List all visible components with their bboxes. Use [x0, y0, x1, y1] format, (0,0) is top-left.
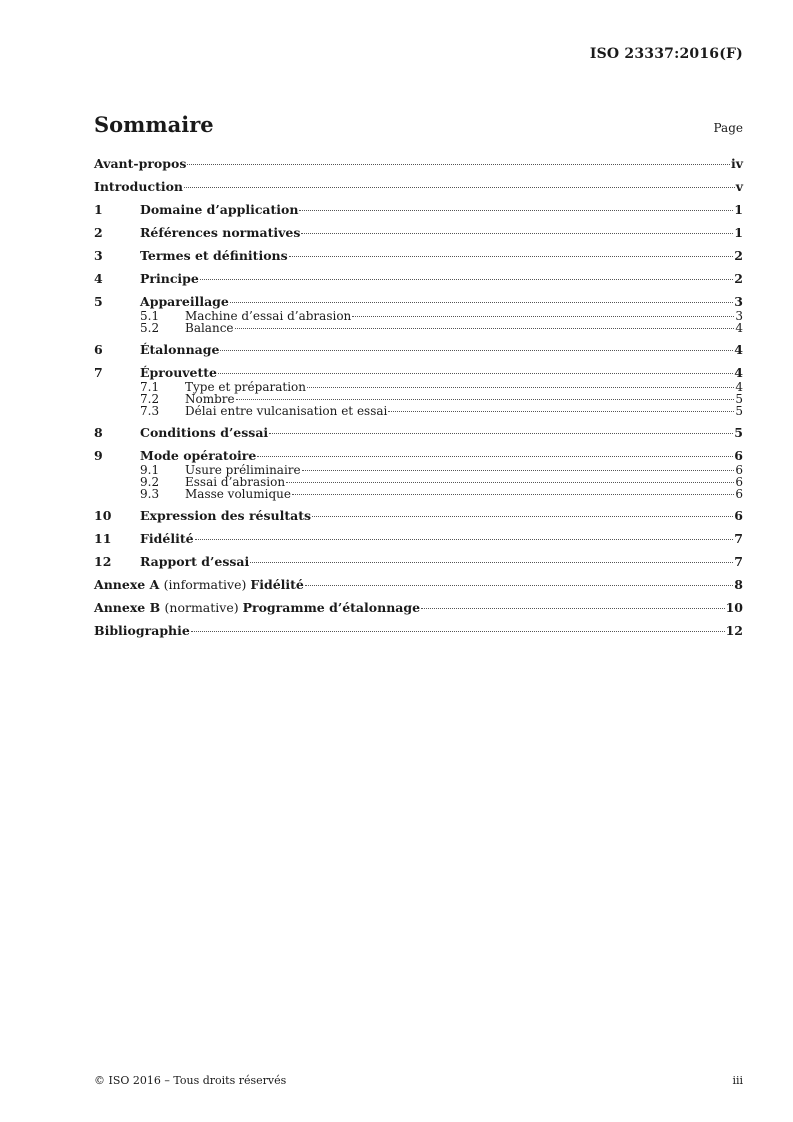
toc-entry[interactable] [94, 554, 743, 569]
toc-entry-page: 5 [734, 425, 743, 440]
dot-leader [191, 631, 725, 632]
toc-entry-number: 7.1 [140, 380, 160, 394]
toc-entry-title: Bibliographie [94, 623, 190, 638]
toc-entry-page: 4 [734, 342, 743, 357]
toc-entry-page: 1 [734, 225, 743, 240]
toc-entry-label [140, 425, 268, 440]
toc-entry-title: Principe [140, 271, 199, 286]
toc-entry-label [140, 554, 249, 569]
toc-entry-label [140, 508, 311, 523]
toc-entry-label [94, 577, 304, 592]
toc-entry-page: 2 [734, 271, 743, 286]
toc-subentry[interactable] [94, 322, 743, 334]
toc-entry[interactable] [94, 202, 743, 217]
toc-entry-number: 4 [94, 271, 103, 286]
toc-title: Sommaire [94, 112, 214, 137]
dot-leader [236, 399, 735, 400]
toc-entry-label [94, 600, 420, 615]
dot-leader [195, 539, 734, 540]
toc-entry-page: 4 [735, 380, 743, 394]
toc-entry-number: 5 [94, 294, 103, 309]
toc-entry[interactable] [94, 623, 743, 638]
toc-entry-number: 12 [94, 554, 112, 569]
dot-leader [230, 302, 733, 303]
toc-entry-label [94, 623, 190, 638]
toc-entry-number: 7.2 [140, 392, 160, 406]
toc-entry-page: 8 [734, 577, 743, 592]
dot-leader [200, 279, 733, 280]
toc-entry-page: 5 [735, 392, 743, 406]
dot-leader [305, 585, 733, 586]
toc-entry-title: Masse volumique [185, 487, 291, 501]
toc-entry-page: 6 [735, 487, 743, 501]
toc-entry-number: 9.2 [140, 475, 160, 489]
toc-entry-label [140, 448, 256, 463]
toc-entry-title: Introduction [94, 179, 184, 194]
toc-entry-page: 3 [735, 309, 743, 323]
toc-entry-number: 2 [94, 225, 103, 240]
dot-leader [352, 316, 734, 317]
toc-entry-title: Type et préparation [185, 380, 306, 394]
toc-entry-label [140, 248, 288, 263]
annex-prefix: Annexe A [94, 577, 164, 592]
toc-entry-number: 8 [94, 425, 103, 440]
dot-leader [235, 328, 735, 329]
footer-page-number: iii [732, 1074, 743, 1087]
toc-entry-title: Éprouvette [140, 365, 217, 380]
toc-entry[interactable] [94, 531, 743, 546]
toc-entry[interactable] [94, 508, 743, 523]
toc-entry-title: Nombre [185, 392, 235, 406]
dot-leader [307, 387, 734, 388]
toc-entry-page: 7 [734, 531, 743, 546]
toc-entry-number: 9 [94, 448, 103, 463]
toc-entry[interactable] [94, 248, 743, 263]
toc-entry-page: 4 [734, 365, 743, 380]
toc-entry-page: 5 [735, 404, 743, 418]
toc-entry-title: Fidélité [250, 577, 304, 592]
toc-entry[interactable] [94, 577, 743, 592]
toc-entry-label [140, 294, 229, 309]
toc-entry-page: 2 [734, 248, 743, 263]
toc-entry-title: Termes et définitions [140, 248, 288, 263]
table-of-contents [94, 156, 743, 638]
toc-title-row [94, 112, 743, 137]
toc-entry-label [140, 342, 219, 357]
toc-entry-label [94, 156, 186, 171]
toc-entry-page: 6 [735, 463, 743, 477]
toc-entry-number: 11 [94, 531, 112, 546]
dot-leader [220, 350, 733, 351]
toc-entry-title: Usure préliminaire [185, 463, 301, 477]
toc-entry-label [94, 179, 183, 194]
toc-entry-title: Mode opératoire [140, 448, 257, 463]
toc-entry-page: 6 [734, 448, 743, 463]
annex-type: (informative) [163, 577, 251, 592]
toc-entry[interactable] [94, 271, 743, 286]
toc-entry-title: Machine d’essai d’abrasion [185, 309, 352, 323]
dot-leader [299, 210, 733, 211]
toc-entry-number: 9.1 [140, 463, 160, 477]
annex-prefix: Annexe B [94, 600, 165, 615]
toc-entry[interactable] [94, 342, 743, 357]
toc-entry-title: Balance [185, 321, 234, 335]
dot-leader [184, 187, 735, 188]
toc-entry[interactable] [94, 179, 743, 194]
toc-entry[interactable] [94, 365, 743, 380]
toc-entry-title: Étalonnage [140, 342, 220, 357]
toc-entry-label [185, 322, 234, 334]
dot-leader [257, 456, 733, 457]
toc-entry-title: Délai entre vulcanisation et essai [185, 404, 388, 418]
dot-leader [250, 562, 733, 563]
toc-entry[interactable] [94, 225, 743, 240]
toc-entry-title: Fidélité [140, 531, 194, 546]
dot-leader [301, 233, 733, 234]
toc-entry-title: Rapport d’essai [140, 554, 250, 569]
toc-entry-page: 4 [735, 321, 743, 335]
toc-entry-page: 7 [734, 554, 743, 569]
toc-entry-title: Programme d’étalonnage [242, 600, 421, 615]
dot-leader [286, 482, 734, 483]
annex-type: (normative) [164, 600, 243, 615]
toc-entry-label [185, 405, 387, 417]
toc-subentry[interactable] [94, 405, 743, 417]
toc-entry-label [140, 531, 194, 546]
dot-leader [302, 470, 735, 471]
page-column-label: Page [713, 121, 743, 135]
toc-entry-title: Essai d’abrasion [185, 475, 286, 489]
toc-entry-title: Références normatives [140, 225, 301, 240]
toc-entry-page: iv [730, 156, 743, 171]
toc-entry-page: 3 [734, 294, 743, 309]
toc-entry-title: Domaine d’application [140, 202, 299, 217]
dot-leader [187, 164, 730, 165]
toc-entry-number: 5.2 [140, 321, 160, 335]
dot-leader [289, 256, 734, 257]
toc-entry-number: 6 [94, 342, 103, 357]
toc-entry[interactable] [94, 156, 743, 171]
toc-entry-number: 7.3 [140, 404, 160, 418]
toc-entry-page: v [735, 179, 743, 194]
dot-leader [218, 373, 733, 374]
toc-entry-label [140, 365, 217, 380]
toc-entry-number: 3 [94, 248, 103, 263]
toc-entry-number: 7 [94, 365, 103, 380]
toc-entry[interactable] [94, 294, 743, 309]
dot-leader [312, 516, 733, 517]
dot-leader [421, 608, 725, 609]
toc-entry-page: 12 [725, 623, 743, 638]
toc-entry-label [140, 202, 298, 217]
toc-entry-title: Appareillage [140, 294, 229, 309]
toc-entry-title: Expression des résultats [140, 508, 312, 523]
toc-entry-label [140, 225, 300, 240]
toc-entry[interactable] [94, 425, 743, 440]
footer-copyright: © ISO 2016 – Tous droits réservés [94, 1074, 287, 1087]
toc-entry-page: 1 [734, 202, 743, 217]
toc-entry[interactable] [94, 448, 743, 463]
toc-entry-page: 6 [734, 508, 743, 523]
dot-leader [388, 411, 734, 412]
toc-entry-number: 10 [94, 508, 112, 523]
toc-entry-page: 6 [735, 475, 743, 489]
dot-leader [269, 433, 733, 434]
toc-entry-number: 9.3 [140, 487, 160, 501]
toc-entry-label [140, 271, 199, 286]
toc-entry-number: 1 [94, 202, 103, 217]
toc-entry[interactable] [94, 600, 743, 615]
dot-leader [292, 494, 734, 495]
toc-entry-number: 5.1 [140, 309, 160, 323]
toc-entry-title: Avant-propos [94, 156, 187, 171]
toc-entry-page: 10 [725, 600, 743, 615]
toc-entry-label [185, 488, 291, 500]
document-id: ISO 23337:2016(F) [589, 46, 743, 62]
toc-entry-title: Conditions d’essai [140, 425, 269, 440]
toc-subentry[interactable] [94, 488, 743, 500]
